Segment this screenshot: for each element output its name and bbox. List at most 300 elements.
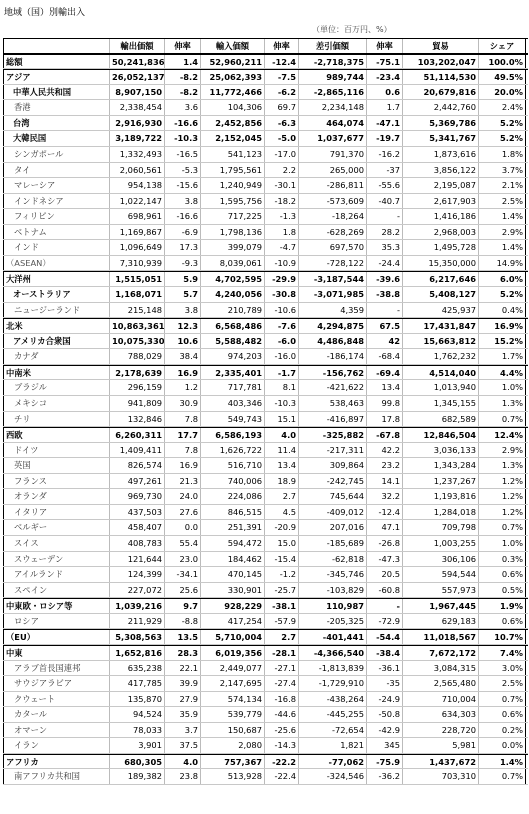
value-cell[interactable]: 1,437,672 bbox=[403, 755, 479, 769]
region-name-cell[interactable]: （ASEAN） bbox=[3, 256, 110, 271]
value-cell[interactable]: 941,809 bbox=[110, 396, 165, 411]
region-name-cell[interactable]: ベルギー bbox=[3, 520, 110, 535]
value-cell[interactable]: 1.7 bbox=[367, 100, 403, 115]
value-cell[interactable]: 4,486,848 bbox=[299, 334, 367, 349]
value-cell[interactable]: 25.6 bbox=[165, 583, 201, 598]
value-cell[interactable]: -6.0 bbox=[265, 334, 299, 349]
value-cell[interactable]: 0.3% bbox=[479, 552, 526, 567]
value-cell[interactable]: -47.3 bbox=[367, 552, 403, 567]
region-name-cell[interactable]: ベトナム bbox=[3, 225, 110, 240]
value-cell[interactable]: 330,901 bbox=[201, 583, 265, 598]
value-cell[interactable]: 49.5% bbox=[479, 70, 526, 84]
value-cell[interactable]: 1.0% bbox=[479, 380, 526, 395]
value-cell[interactable]: 100.0% bbox=[479, 55, 526, 69]
value-cell[interactable]: -345,746 bbox=[299, 567, 367, 582]
value-cell[interactable]: 846,515 bbox=[201, 505, 265, 520]
value-cell[interactable]: -186,174 bbox=[299, 349, 367, 364]
value-cell[interactable]: 6.0% bbox=[479, 272, 526, 286]
value-cell[interactable]: -19.7 bbox=[367, 131, 403, 146]
region-name-cell[interactable]: 西欧 bbox=[3, 428, 110, 442]
value-cell[interactable]: 1,168,071 bbox=[110, 287, 165, 302]
value-cell[interactable]: 1,821 bbox=[299, 738, 367, 753]
value-cell[interactable]: 1,652,816 bbox=[110, 646, 165, 660]
value-cell[interactable]: 1.8% bbox=[479, 147, 526, 162]
value-cell[interactable]: 11.4 bbox=[265, 443, 299, 458]
value-cell[interactable]: 7.8 bbox=[165, 412, 201, 427]
value-cell[interactable]: 574,134 bbox=[201, 692, 265, 707]
value-cell[interactable]: 30.9 bbox=[165, 396, 201, 411]
region-name-cell[interactable]: スイス bbox=[3, 536, 110, 551]
value-cell[interactable]: 464,074 bbox=[299, 116, 367, 131]
region-name-cell[interactable]: タイ bbox=[3, 163, 110, 178]
value-cell[interactable]: 5,981 bbox=[403, 738, 479, 753]
value-cell[interactable]: -26.8 bbox=[367, 536, 403, 551]
value-cell[interactable]: 309,864 bbox=[299, 458, 367, 473]
value-cell[interactable]: 94,524 bbox=[110, 707, 165, 722]
value-cell[interactable]: -38.4 bbox=[367, 646, 403, 660]
value-cell[interactable]: 224,086 bbox=[201, 489, 265, 504]
value-cell[interactable]: 211,929 bbox=[110, 614, 165, 629]
value-cell[interactable]: 5,408,127 bbox=[403, 287, 479, 302]
value-cell[interactable]: 1,003,255 bbox=[403, 536, 479, 551]
value-cell[interactable]: -20.9 bbox=[265, 520, 299, 535]
value-cell[interactable]: 13.4 bbox=[367, 380, 403, 395]
value-cell[interactable]: - bbox=[367, 209, 403, 224]
value-cell[interactable]: -25.6 bbox=[265, 723, 299, 738]
value-cell[interactable]: 27.6 bbox=[165, 505, 201, 520]
value-cell[interactable]: 6,586,193 bbox=[201, 428, 265, 442]
region-name-cell[interactable]: アジア bbox=[3, 70, 110, 84]
value-cell[interactable]: 1,416,186 bbox=[403, 209, 479, 224]
value-cell[interactable]: 710,004 bbox=[403, 692, 479, 707]
value-cell[interactable]: 717,225 bbox=[201, 209, 265, 224]
value-cell[interactable]: 14.9% bbox=[479, 256, 526, 271]
value-cell[interactable]: -25.7 bbox=[265, 583, 299, 598]
value-cell[interactable]: 417,785 bbox=[110, 676, 165, 691]
value-cell[interactable]: -728,122 bbox=[299, 256, 367, 271]
value-cell[interactable]: 2.9% bbox=[479, 225, 526, 240]
value-cell[interactable]: -50.8 bbox=[367, 707, 403, 722]
value-cell[interactable]: -445,255 bbox=[299, 707, 367, 722]
region-name-cell[interactable]: アフリカ bbox=[3, 755, 110, 769]
value-cell[interactable]: -325,882 bbox=[299, 428, 367, 442]
value-cell[interactable]: 6,568,486 bbox=[201, 319, 265, 333]
value-cell[interactable]: 2,195,087 bbox=[403, 178, 479, 193]
value-cell[interactable]: -628,269 bbox=[299, 225, 367, 240]
value-cell[interactable]: 2,968,003 bbox=[403, 225, 479, 240]
value-cell[interactable]: 989,744 bbox=[299, 70, 367, 84]
value-cell[interactable]: 7.4% bbox=[479, 646, 526, 660]
value-cell[interactable]: 7.8 bbox=[165, 443, 201, 458]
value-cell[interactable]: 55.4 bbox=[165, 536, 201, 551]
value-cell[interactable]: 12.3 bbox=[165, 319, 201, 333]
value-cell[interactable]: 594,472 bbox=[201, 536, 265, 551]
value-cell[interactable]: 69.7 bbox=[265, 100, 299, 115]
value-cell[interactable]: -54.4 bbox=[367, 630, 403, 644]
value-cell[interactable]: -3,187,544 bbox=[299, 272, 367, 286]
value-cell[interactable]: 15,350,000 bbox=[403, 256, 479, 271]
region-name-cell[interactable]: 英国 bbox=[3, 458, 110, 473]
value-cell[interactable]: 5,369,786 bbox=[403, 116, 479, 131]
value-cell[interactable]: 2.5% bbox=[479, 676, 526, 691]
region-name-cell[interactable]: アラブ首長国連邦 bbox=[3, 661, 110, 676]
value-cell[interactable]: -29.9 bbox=[265, 272, 299, 286]
value-cell[interactable]: 2,452,856 bbox=[201, 116, 265, 131]
value-cell[interactable]: 5.2% bbox=[479, 116, 526, 131]
value-cell[interactable]: 4.4% bbox=[479, 366, 526, 380]
value-cell[interactable]: 1,626,722 bbox=[201, 443, 265, 458]
value-cell[interactable]: 6,217,646 bbox=[403, 272, 479, 286]
value-cell[interactable]: 20.5 bbox=[367, 567, 403, 582]
value-cell[interactable]: 296,159 bbox=[110, 380, 165, 395]
value-cell[interactable]: 5,588,482 bbox=[201, 334, 265, 349]
value-cell[interactable]: 17,431,847 bbox=[403, 319, 479, 333]
value-cell[interactable]: -10.6 bbox=[265, 303, 299, 318]
value-cell[interactable]: 3,901 bbox=[110, 738, 165, 753]
value-cell[interactable]: 124,399 bbox=[110, 567, 165, 582]
region-name-cell[interactable]: 中南米 bbox=[3, 366, 110, 380]
value-cell[interactable]: 227,072 bbox=[110, 583, 165, 598]
value-cell[interactable]: 8.1 bbox=[265, 380, 299, 395]
region-name-cell[interactable]: ブラジル bbox=[3, 380, 110, 395]
value-cell[interactable]: 0.5% bbox=[479, 583, 526, 598]
value-cell[interactable]: 0.7% bbox=[479, 692, 526, 707]
region-name-cell[interactable]: フィリピン bbox=[3, 209, 110, 224]
value-cell[interactable]: -37 bbox=[367, 163, 403, 178]
value-cell[interactable]: 3.0% bbox=[479, 661, 526, 676]
region-name-cell[interactable]: ニュージーランド bbox=[3, 303, 110, 318]
value-cell[interactable]: 3.8 bbox=[165, 303, 201, 318]
value-cell[interactable]: 1.0% bbox=[479, 536, 526, 551]
region-name-cell[interactable]: フランス bbox=[3, 474, 110, 489]
value-cell[interactable]: -5.0 bbox=[265, 131, 299, 146]
value-cell[interactable]: -6.3 bbox=[265, 116, 299, 131]
value-cell[interactable]: 0.0% bbox=[479, 738, 526, 753]
value-cell[interactable]: 680,305 bbox=[110, 755, 165, 769]
value-cell[interactable]: 2,335,401 bbox=[201, 366, 265, 380]
value-cell[interactable]: 15.1 bbox=[265, 412, 299, 427]
value-cell[interactable]: 3,189,722 bbox=[110, 131, 165, 146]
value-cell[interactable]: 4,240,056 bbox=[201, 287, 265, 302]
value-cell[interactable]: 99.8 bbox=[367, 396, 403, 411]
value-cell[interactable]: 6,260,311 bbox=[110, 428, 165, 442]
value-cell[interactable]: -10.3 bbox=[165, 131, 201, 146]
value-cell[interactable]: 1.7% bbox=[479, 349, 526, 364]
value-cell[interactable]: 1,967,445 bbox=[403, 599, 479, 613]
value-cell[interactable]: -4.7 bbox=[265, 240, 299, 255]
value-cell[interactable]: -24.9 bbox=[367, 692, 403, 707]
value-cell[interactable]: 12,846,504 bbox=[403, 428, 479, 442]
value-cell[interactable]: -57.9 bbox=[265, 614, 299, 629]
value-cell[interactable]: 78,033 bbox=[110, 723, 165, 738]
value-cell[interactable]: 210,789 bbox=[201, 303, 265, 318]
value-cell[interactable]: 516,710 bbox=[201, 458, 265, 473]
region-name-cell[interactable]: 台湾 bbox=[3, 116, 110, 131]
value-cell[interactable]: 513,928 bbox=[201, 769, 265, 784]
region-name-cell[interactable]: 南アフリカ共和国 bbox=[3, 769, 110, 784]
value-cell[interactable]: -217,311 bbox=[299, 443, 367, 458]
value-cell[interactable]: -36.1 bbox=[367, 661, 403, 676]
value-cell[interactable]: 1,240,949 bbox=[201, 178, 265, 193]
value-cell[interactable]: -18.2 bbox=[265, 194, 299, 209]
value-cell[interactable]: 228,720 bbox=[403, 723, 479, 738]
value-cell[interactable]: 1.2 bbox=[165, 380, 201, 395]
value-cell[interactable]: 135,870 bbox=[110, 692, 165, 707]
value-cell[interactable]: 0.7% bbox=[479, 769, 526, 784]
value-cell[interactable]: 3.6 bbox=[165, 100, 201, 115]
value-cell[interactable]: 709,798 bbox=[403, 520, 479, 535]
value-cell[interactable]: 717,781 bbox=[201, 380, 265, 395]
value-cell[interactable]: 1.3% bbox=[479, 458, 526, 473]
value-cell[interactable]: 13.5 bbox=[165, 630, 201, 644]
value-cell[interactable]: 2,152,045 bbox=[201, 131, 265, 146]
value-cell[interactable]: 2,147,695 bbox=[201, 676, 265, 691]
value-cell[interactable]: 1.4 bbox=[165, 55, 201, 69]
header-cell[interactable] bbox=[3, 39, 110, 53]
value-cell[interactable]: -3,071,985 bbox=[299, 287, 367, 302]
value-cell[interactable]: 1,409,411 bbox=[110, 443, 165, 458]
value-cell[interactable]: -4,366,540 bbox=[299, 646, 367, 660]
value-cell[interactable]: 42.2 bbox=[367, 443, 403, 458]
value-cell[interactable]: 51,114,530 bbox=[403, 70, 479, 84]
value-cell[interactable]: 6,019,356 bbox=[201, 646, 265, 660]
value-cell[interactable]: 1,345,155 bbox=[403, 396, 479, 411]
region-name-cell[interactable]: イタリア bbox=[3, 505, 110, 520]
value-cell[interactable]: 3,036,133 bbox=[403, 443, 479, 458]
value-cell[interactable]: -27.4 bbox=[265, 676, 299, 691]
value-cell[interactable]: -286,811 bbox=[299, 178, 367, 193]
value-cell[interactable]: 0.0 bbox=[165, 520, 201, 535]
value-cell[interactable]: 1,039,216 bbox=[110, 599, 165, 613]
value-cell[interactable]: -14.3 bbox=[265, 738, 299, 753]
value-cell[interactable]: -1.7 bbox=[265, 366, 299, 380]
value-cell[interactable]: 557,973 bbox=[403, 583, 479, 598]
value-cell[interactable]: 5,308,563 bbox=[110, 630, 165, 644]
value-cell[interactable]: 0.7% bbox=[479, 412, 526, 427]
value-cell[interactable]: 132,846 bbox=[110, 412, 165, 427]
value-cell[interactable]: -205,325 bbox=[299, 614, 367, 629]
value-cell[interactable]: 0.2% bbox=[479, 723, 526, 738]
value-cell[interactable]: -39.6 bbox=[367, 272, 403, 286]
value-cell[interactable]: 1,343,284 bbox=[403, 458, 479, 473]
value-cell[interactable]: 1.3% bbox=[479, 396, 526, 411]
header-cell[interactable]: 輸出価額 bbox=[110, 39, 165, 53]
value-cell[interactable]: 8,907,150 bbox=[110, 85, 165, 100]
value-cell[interactable]: 5.9 bbox=[165, 272, 201, 286]
value-cell[interactable]: 2,916,930 bbox=[110, 116, 165, 131]
value-cell[interactable]: 791,370 bbox=[299, 147, 367, 162]
header-cell[interactable]: 差引価額 bbox=[299, 39, 367, 53]
value-cell[interactable]: -16.6 bbox=[165, 209, 201, 224]
value-cell[interactable]: -28.1 bbox=[265, 646, 299, 660]
value-cell[interactable]: -18,264 bbox=[299, 209, 367, 224]
value-cell[interactable]: 5.7 bbox=[165, 287, 201, 302]
value-cell[interactable]: 1,037,677 bbox=[299, 131, 367, 146]
value-cell[interactable]: 4.0 bbox=[265, 428, 299, 442]
value-cell[interactable]: 928,229 bbox=[201, 599, 265, 613]
value-cell[interactable]: 10,075,330 bbox=[110, 334, 165, 349]
region-name-cell[interactable]: （EU） bbox=[3, 630, 110, 644]
value-cell[interactable]: 417,254 bbox=[201, 614, 265, 629]
value-cell[interactable]: 39.9 bbox=[165, 676, 201, 691]
value-cell[interactable]: 2.7 bbox=[265, 630, 299, 644]
value-cell[interactable]: 52,960,211 bbox=[201, 55, 265, 69]
value-cell[interactable]: 47.1 bbox=[367, 520, 403, 535]
value-cell[interactable]: -16.2 bbox=[367, 147, 403, 162]
region-name-cell[interactable]: スウェーデン bbox=[3, 552, 110, 567]
value-cell[interactable]: 974,203 bbox=[201, 349, 265, 364]
value-cell[interactable]: 2,234,148 bbox=[299, 100, 367, 115]
value-cell[interactable]: 15.0 bbox=[265, 536, 299, 551]
value-cell[interactable]: -27.1 bbox=[265, 661, 299, 676]
value-cell[interactable]: -72.9 bbox=[367, 614, 403, 629]
value-cell[interactable]: -38.1 bbox=[265, 599, 299, 613]
value-cell[interactable]: -2,718,375 bbox=[299, 55, 367, 69]
region-name-cell[interactable]: 北米 bbox=[3, 319, 110, 333]
region-name-cell[interactable]: ロシア bbox=[3, 614, 110, 629]
value-cell[interactable]: 3.7% bbox=[479, 163, 526, 178]
value-cell[interactable]: -416,897 bbox=[299, 412, 367, 427]
value-cell[interactable]: -1.2 bbox=[265, 567, 299, 582]
header-cell[interactable]: 輸入価額 bbox=[201, 39, 265, 53]
value-cell[interactable]: 4,514,040 bbox=[403, 366, 479, 380]
value-cell[interactable]: -55.6 bbox=[367, 178, 403, 193]
value-cell[interactable]: 42 bbox=[367, 334, 403, 349]
region-name-cell[interactable]: マレーシア bbox=[3, 178, 110, 193]
value-cell[interactable]: -2,865,116 bbox=[299, 85, 367, 100]
value-cell[interactable]: 549,743 bbox=[201, 412, 265, 427]
value-cell[interactable]: 2,178,639 bbox=[110, 366, 165, 380]
value-cell[interactable]: 4.5 bbox=[265, 505, 299, 520]
value-cell[interactable]: 17.7 bbox=[165, 428, 201, 442]
value-cell[interactable]: 4,359 bbox=[299, 303, 367, 318]
region-name-cell[interactable]: 中華人民共和国 bbox=[3, 85, 110, 100]
value-cell[interactable]: 50,241,836 bbox=[112, 56, 165, 67]
value-cell[interactable]: 37.5 bbox=[165, 738, 201, 753]
value-cell[interactable]: 788,029 bbox=[110, 349, 165, 364]
value-cell[interactable]: 954,138 bbox=[110, 178, 165, 193]
region-name-cell[interactable]: アイルランド bbox=[3, 567, 110, 582]
value-cell[interactable]: 1,284,018 bbox=[403, 505, 479, 520]
value-cell[interactable]: 35.9 bbox=[165, 707, 201, 722]
value-cell[interactable]: -1.3 bbox=[265, 209, 299, 224]
value-cell[interactable]: -68.4 bbox=[367, 349, 403, 364]
region-name-cell[interactable]: サウジアラビア bbox=[3, 676, 110, 691]
value-cell[interactable]: 345 bbox=[367, 738, 403, 753]
value-cell[interactable]: 9.7 bbox=[165, 599, 201, 613]
value-cell[interactable]: -6.9 bbox=[165, 225, 201, 240]
value-cell[interactable]: 10.7% bbox=[479, 630, 526, 644]
value-cell[interactable]: -75.1 bbox=[367, 55, 403, 69]
value-cell[interactable]: -324,546 bbox=[299, 769, 367, 784]
value-cell[interactable]: - bbox=[367, 599, 403, 613]
value-cell[interactable]: -7.5 bbox=[265, 70, 299, 84]
value-cell[interactable]: 1,762,232 bbox=[403, 349, 479, 364]
value-cell[interactable]: 629,183 bbox=[403, 614, 479, 629]
value-cell[interactable]: 1,332,493 bbox=[110, 147, 165, 162]
value-cell[interactable]: -38.8 bbox=[367, 287, 403, 302]
value-cell[interactable]: 13.4 bbox=[265, 458, 299, 473]
value-cell[interactable]: 35.3 bbox=[367, 240, 403, 255]
region-name-cell[interactable]: イラン bbox=[3, 738, 110, 753]
header-cell[interactable]: シェア bbox=[479, 39, 526, 53]
value-cell[interactable]: 1,798,136 bbox=[201, 225, 265, 240]
value-cell[interactable]: 1,795,561 bbox=[201, 163, 265, 178]
region-name-cell[interactable]: 中東 bbox=[3, 646, 110, 660]
value-cell[interactable]: 5,341,767 bbox=[403, 131, 479, 146]
value-cell[interactable]: 20.0% bbox=[479, 85, 526, 100]
value-cell[interactable]: 10,863,361 bbox=[112, 321, 165, 332]
value-cell[interactable]: -75.9 bbox=[367, 755, 403, 769]
value-cell[interactable]: -15.6 bbox=[165, 178, 201, 193]
value-cell[interactable]: 3.8 bbox=[165, 194, 201, 209]
value-cell[interactable]: 425,937 bbox=[403, 303, 479, 318]
value-cell[interactable]: 67.5 bbox=[367, 319, 403, 333]
value-cell[interactable]: 697,570 bbox=[299, 240, 367, 255]
value-cell[interactable]: 8,039,061 bbox=[201, 256, 265, 271]
value-cell[interactable]: 1,169,867 bbox=[110, 225, 165, 240]
value-cell[interactable]: 306,106 bbox=[403, 552, 479, 567]
value-cell[interactable]: 215,148 bbox=[110, 303, 165, 318]
value-cell[interactable]: 12.4% bbox=[479, 428, 526, 442]
value-cell[interactable]: 403,346 bbox=[201, 396, 265, 411]
value-cell[interactable]: 16.9% bbox=[479, 319, 526, 333]
value-cell[interactable]: 28.3 bbox=[165, 646, 201, 660]
region-name-cell[interactable]: 香港 bbox=[3, 100, 110, 115]
region-name-cell[interactable]: ドイツ bbox=[3, 443, 110, 458]
value-cell[interactable]: 0.6 bbox=[367, 85, 403, 100]
value-cell[interactable]: 2.5% bbox=[479, 194, 526, 209]
value-cell[interactable]: 1.4% bbox=[479, 755, 526, 769]
value-cell[interactable]: -24.4 bbox=[367, 256, 403, 271]
value-cell[interactable]: 2,449,077 bbox=[201, 661, 265, 676]
value-cell[interactable]: -156,762 bbox=[299, 366, 367, 380]
value-cell[interactable]: 1,096,649 bbox=[110, 240, 165, 255]
value-cell[interactable]: 251,391 bbox=[201, 520, 265, 535]
value-cell[interactable]: 1.2% bbox=[479, 489, 526, 504]
value-cell[interactable]: 24.0 bbox=[165, 489, 201, 504]
value-cell[interactable]: -40.7 bbox=[367, 194, 403, 209]
value-cell[interactable]: -72,654 bbox=[299, 723, 367, 738]
value-cell[interactable]: -16.8 bbox=[265, 692, 299, 707]
region-name-cell[interactable]: チリ bbox=[3, 412, 110, 427]
value-cell[interactable]: 1,873,616 bbox=[403, 147, 479, 162]
value-cell[interactable]: 1,237,267 bbox=[403, 474, 479, 489]
value-cell[interactable]: 635,238 bbox=[110, 661, 165, 676]
value-cell[interactable]: 4.0 bbox=[165, 755, 201, 769]
value-cell[interactable]: -77,062 bbox=[299, 755, 367, 769]
value-cell[interactable]: 2,442,760 bbox=[403, 100, 479, 115]
region-name-cell[interactable]: オマーン bbox=[3, 723, 110, 738]
header-cell[interactable]: 貿易 bbox=[403, 39, 479, 53]
value-cell[interactable]: 17.3 bbox=[165, 240, 201, 255]
value-cell[interactable]: 3,084,315 bbox=[403, 661, 479, 676]
value-cell[interactable]: 150,687 bbox=[201, 723, 265, 738]
value-cell[interactable]: 11,018,567 bbox=[403, 630, 479, 644]
value-cell[interactable]: -23.4 bbox=[367, 70, 403, 84]
value-cell[interactable]: 20,679,816 bbox=[403, 85, 479, 100]
value-cell[interactable]: -34.1 bbox=[165, 567, 201, 582]
value-cell[interactable]: 23.0 bbox=[165, 552, 201, 567]
value-cell[interactable]: -103,829 bbox=[299, 583, 367, 598]
value-cell[interactable]: -16.0 bbox=[265, 349, 299, 364]
value-cell[interactable]: 0.6% bbox=[479, 707, 526, 722]
value-cell[interactable]: 14.1 bbox=[367, 474, 403, 489]
region-name-cell[interactable]: スペイン bbox=[3, 583, 110, 598]
value-cell[interactable]: - bbox=[367, 303, 403, 318]
region-name-cell[interactable]: クウェート bbox=[3, 692, 110, 707]
value-cell[interactable]: 184,462 bbox=[201, 552, 265, 567]
